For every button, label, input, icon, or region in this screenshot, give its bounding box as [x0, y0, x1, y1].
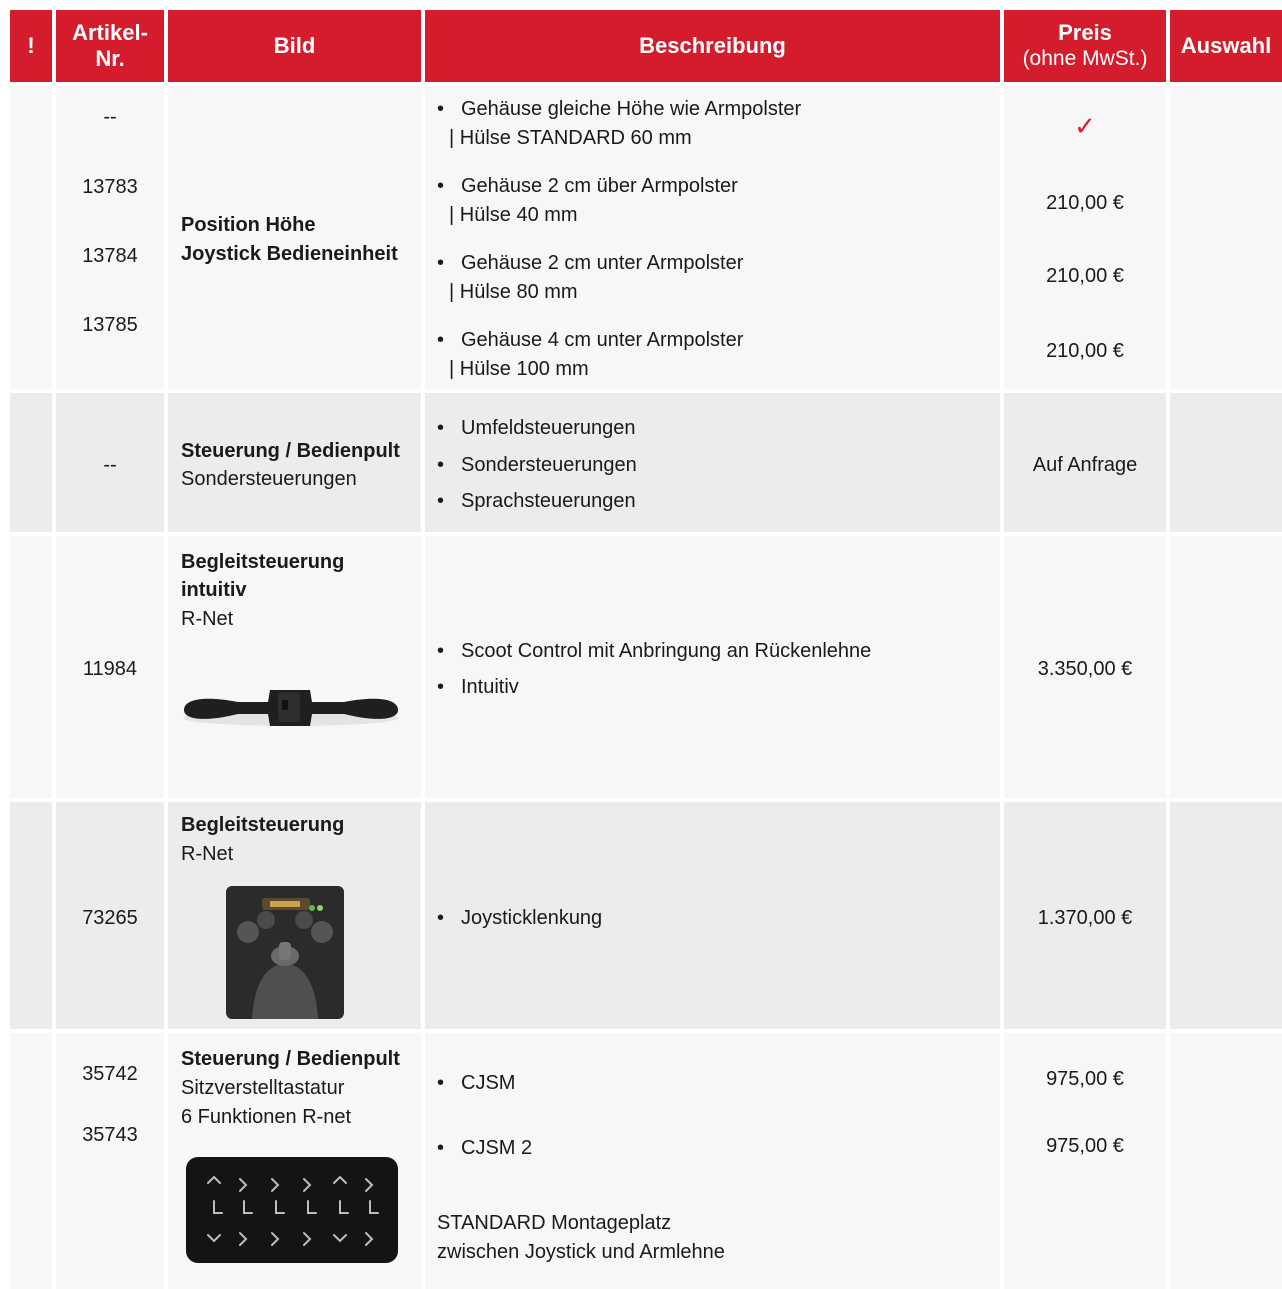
- price: 3.350,00 €: [1037, 658, 1133, 680]
- row1-excl-cell: [10, 86, 52, 389]
- row3-excl-cell: [10, 536, 52, 798]
- article-number: 13784: [82, 245, 138, 267]
- product-title: Steuerung / Bedienpult: [181, 440, 400, 462]
- bullet-item-continuation: | Hülse 80 mm: [449, 281, 578, 303]
- product-title: Steuerung / Bedienpult: [181, 1048, 400, 1070]
- product-title: Begleitsteuerung: [181, 814, 345, 836]
- checkmark-icon: ✓: [1074, 111, 1096, 141]
- row3-select-cell[interactable]: [1170, 536, 1282, 798]
- scoot-control-handle-image: [178, 672, 404, 742]
- row5-excl-cell: [10, 1033, 52, 1289]
- price: 210,00 €: [1046, 192, 1124, 214]
- price: 975,00 €: [1046, 1068, 1124, 1090]
- row4-select-cell[interactable]: [1170, 802, 1282, 1029]
- article-number: 35743: [82, 1124, 138, 1146]
- bullet-item-continuation: | Hülse 40 mm: [449, 204, 578, 226]
- article-number: 13783: [82, 176, 138, 198]
- product-subtitle: Sitzverstelltastatur: [181, 1077, 345, 1099]
- product-title: Joystick Bedieneinheit: [181, 243, 398, 265]
- row1-select-cell[interactable]: [1170, 86, 1282, 389]
- product-title: intuitiv: [181, 579, 247, 601]
- mounting-note: zwischen Joystick und Armlehne: [437, 1241, 725, 1263]
- price: 210,00 €: [1046, 265, 1124, 287]
- article-number: 35742: [82, 1063, 138, 1085]
- article-number: 13785: [82, 314, 138, 336]
- header-excl: !: [10, 10, 52, 82]
- header-preis: Preis (ohne MwSt.): [1004, 10, 1166, 82]
- header-artikel-nr: Artikel- Nr.: [56, 10, 164, 82]
- product-title: Begleitsteuerung: [181, 551, 345, 573]
- mounting-note: STANDARD Montageplatz: [437, 1212, 672, 1234]
- product-subtitle: 6 Funktionen R-net: [181, 1106, 352, 1128]
- product-title: Position Höhe: [181, 214, 316, 236]
- product-subtitle: Sondersteuerungen: [181, 468, 357, 490]
- bullet-item-continuation: | Hülse 100 mm: [449, 358, 589, 380]
- article-number: --: [103, 454, 117, 476]
- product-subtitle: R-Net: [181, 608, 234, 630]
- article-number: 11984: [82, 658, 138, 680]
- header-auswahl: Auswahl: [1170, 10, 1282, 82]
- article-number: 73265: [82, 907, 138, 929]
- price: Auf Anfrage: [1032, 454, 1138, 476]
- seat-keypad-image: [186, 1157, 398, 1263]
- header-beschreibung: Beschreibung: [425, 10, 1000, 82]
- row2-excl-cell: [10, 393, 52, 532]
- row5-select-cell[interactable]: [1170, 1033, 1282, 1289]
- joystick-control-panel-image: [226, 886, 344, 1019]
- price: 210,00 €: [1046, 340, 1124, 362]
- row2-select-cell[interactable]: [1170, 393, 1282, 532]
- product-subtitle: R-Net: [181, 843, 234, 865]
- row4-excl-cell: [10, 802, 52, 1029]
- price: 1.370,00 €: [1037, 907, 1133, 929]
- bullet-item-continuation: | Hülse STANDARD 60 mm: [449, 127, 692, 149]
- row3-desc-cell: [425, 536, 1000, 798]
- price: 975,00 €: [1046, 1135, 1124, 1157]
- header-bild: Bild: [168, 10, 421, 82]
- article-number: --: [103, 106, 117, 128]
